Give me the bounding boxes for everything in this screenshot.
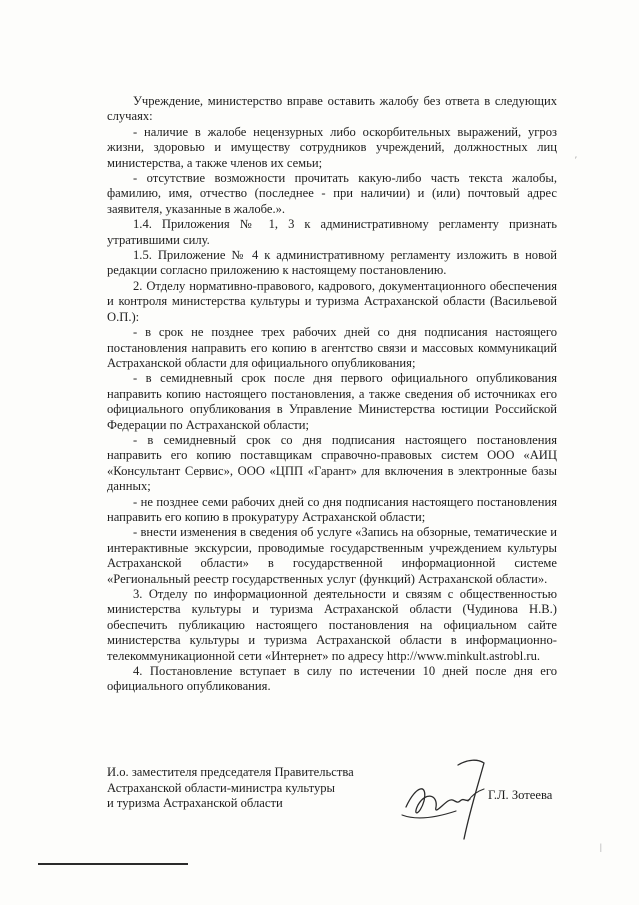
bottom-divider <box>38 863 188 865</box>
signatory-title-line: и туризма Астраханской области <box>107 796 283 811</box>
paragraph-10: - не позднее семи рабочих дней со дня подписания настоящего постановления направить его копию в прокуратуру Астраханской области; <box>107 494 557 524</box>
paragraph-5: 1.5. Приложение № 4 к административному регламенту изложить в новой редакции согласно приложению к настоящему постановлению. <box>107 248 557 278</box>
signatory-name: Г.Л. Зотеева <box>488 788 553 802</box>
signatory-title <box>107 765 397 812</box>
scan-mark: ′ <box>575 155 577 165</box>
signatory-title-line: И.о. заместителя председателя Правительства <box>107 765 354 779</box>
paragraph-2: - наличие в жалобе нецензурных либо оскорбительных выражений, угроз жизни, здоровью и имуществу сотрудников учреждений, должностных лиц министерства, а также членов их семьи; <box>107 124 557 170</box>
paragraph-9: - в семидневный срок со дня подписания настоящего постановления направить его копию поставщикам справочно-правовых систем ООО «АИЦ «Консультант Сервис», ООО «ЦПП «Гарант» для включения в электронные базы данных; <box>107 432 557 494</box>
paragraph-8: - в семидневный срок после дня первого официального опубликования направить копию настоящего постановления, а также сведения об источниках его официального опубликования в Управление Министерства юстиции Российской Федерации по Астраханской области; <box>107 371 557 432</box>
signatory-title-line: Астраханской области-министра культуры <box>107 780 336 795</box>
document-body <box>107 94 557 695</box>
scan-mark: | <box>600 842 602 852</box>
paragraph-12: 3. Отделу по информационной деятельности и связям с общественностью министерства культуры и туризма Астраханской области (Чудинова Н.В.) обеспечить публикацию настоящего постановления на официальном сайте министерства культуры и туризма Астраханской области в информационно-телекоммуникационной сети «Интернет» по адресу http://www.minkult.astrobl.ru. <box>107 587 557 663</box>
paragraph-13: 4. Постановление вступает в силу по истечении 10 дней после дня его официального опубликования. <box>107 664 557 694</box>
paragraph-3: - отсутствие возможности прочитать какую-либо часть текста жалобы, фамилию, имя, отчество (последнее - при наличии) и (или) почтовый адрес заявителя, указанные в жалобе.». <box>107 171 557 216</box>
paragraph-7: - в срок не позднее трех рабочих дней со дня подписания настоящего постановления направить его копию в агентство связи и массовых коммуникаций Астраханской области для официального опубликования; <box>107 325 557 370</box>
paragraph-4: 1.4. Приложения № 1, 3 к административному регламенту признать утратившими силу. <box>107 217 557 247</box>
paragraph-6: 2. Отделу нормативно-правового, кадрового, документационного обеспечения и контроля министерства культуры и туризма Астраханской области (Васильевой О.П.): <box>107 278 557 324</box>
paragraph-1: Учреждение, министерство вправе оставить жалобу без ответа в следующих случаях: <box>107 94 557 124</box>
paragraph-11: - внести изменения в сведения об услуге «Запись на обзорные, тематические и интерактивные экскурсии, проводимые государственным учреждением культуры Астраханской области» в государственной информационной системе «Региональный реестр государственных услуг (функций) Астраханской области». <box>107 525 557 586</box>
